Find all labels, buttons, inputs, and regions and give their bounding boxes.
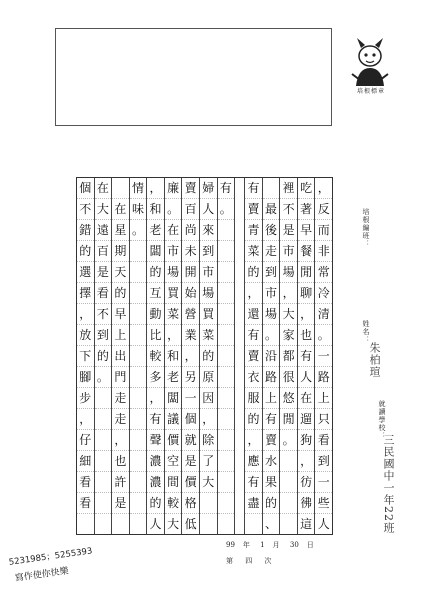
grid-cell: 而 [315,220,332,241]
grid-cell: 菜 [245,241,262,262]
grid-cell: 只 [315,409,332,430]
grid-cell: 了 [200,451,217,472]
grid-cell [245,514,262,534]
stamp-phone-numbers: 5231985；5255393 [8,546,94,568]
grid-cell: 沿 [263,346,280,367]
grid-cell: 是 [112,493,129,514]
grid-cell: 。 [95,367,112,388]
grid-cell: 味 [130,199,147,220]
grid-cell: ， [280,283,297,304]
grid-cell: 。 [165,199,182,220]
grid-cell: 早 [112,304,129,325]
grid-cell: 仔 [77,430,94,451]
grid-cell: 在 [165,220,182,241]
grid-cell [112,514,129,534]
grid-cell: 吃 [298,178,315,199]
grid-cell: 較 [165,493,182,514]
grid-cell: 有 [298,346,315,367]
grid-cell: 錯 [77,220,94,241]
grid-cell: 賣 [245,199,262,220]
grid-cell: 業 [182,325,199,346]
grid-cell: 。 [280,430,297,451]
grid-cell: 賣 [182,178,199,199]
school-name: 三民國中一年22班 [382,434,395,534]
grid-cell: 議 [165,409,182,430]
grid-cell: ， [112,430,129,451]
grid-cell: 青 [245,220,262,241]
grid-cell [218,409,235,430]
grid-cell: 闆 [165,388,182,409]
order-prefix: 第 [226,557,233,565]
grid-cell: 動 [147,304,164,325]
grid-cell: 的 [95,346,112,367]
grid-cell: 是 [182,451,199,472]
grid-cell: 大 [280,304,297,325]
grid-cell: 一 [182,388,199,409]
grid-cell: 到 [263,262,280,283]
grid-cell [130,472,147,493]
grid-cell: 在 [112,199,129,220]
grid-cell: 星 [112,220,129,241]
date-year: 99 [226,541,235,549]
grid-cell: 聲 [147,430,164,451]
grid-cell: 狗 [298,430,315,451]
grid-cell: 彿 [298,493,315,514]
grid-cell: 水 [263,451,280,472]
grid-cell: 的 [77,241,94,262]
grid-cell: 反 [315,199,332,220]
logo-caption: 培根標章 [356,88,385,95]
grid-cell: 的 [147,493,164,514]
grid-cell: 門 [112,367,129,388]
grid-cell: 也 [112,451,129,472]
grid-cell: ， [147,178,164,199]
stamp-slogan: 寫作使你快樂 [14,566,70,584]
grid-cell [130,304,147,325]
grid-cell: 開 [182,262,199,283]
grid-cell [130,346,147,367]
grid-cell: 不 [280,199,297,220]
grid-cell: 天 [112,262,129,283]
grid-cell: 服 [245,388,262,409]
grid-cell: 人 [149,517,162,531]
date-year-unit: 年 [242,541,250,549]
grid-column [94,178,112,534]
grid-cell: 濃 [147,472,164,493]
grid-cell [218,346,235,367]
grid-cell: 有 [147,409,164,430]
grid-cell: ， [298,304,315,325]
grid-cell: 人 [298,367,315,388]
grid-cell: 盡 [245,493,262,514]
grid-cell: 有 [218,178,235,199]
writing-grid [76,177,333,535]
grid-cell: 多 [147,367,164,388]
grid-cell [218,241,235,262]
grid-cell [280,451,297,472]
grid-cell: 大 [200,472,217,493]
order-strip [226,556,281,566]
date-day-unit: 日 [306,541,314,549]
grid-column [181,178,199,534]
grid-cell: 看 [95,283,112,304]
grid-cell: 人 [200,199,217,220]
grid-cell: ， [77,304,94,325]
grid-cell: 的 [245,409,262,430]
grid-cell: ， [147,388,164,409]
grid-cell: 聊 [298,283,315,304]
grid-cell: 果 [263,472,280,493]
grid-cell: ， [182,346,199,367]
grid-cell: 。 [218,199,235,220]
grid-cell: 場 [280,262,297,283]
grid-cell [218,451,235,472]
grid-cell: 除 [200,430,217,451]
grid-cell: 非 [315,241,332,262]
grid-cell: 。 [315,325,332,346]
grid-cell: 擇 [77,283,94,304]
grid-cell: 悠 [280,388,297,409]
grid-cell: 期 [112,241,129,262]
grid-cell: 在 [95,178,112,199]
grid-cell: 早 [298,220,315,241]
grid-cell: 買 [165,283,182,304]
grid-cell: 市 [165,241,182,262]
grid-cell: 路 [263,367,280,388]
grid-cell [263,178,280,199]
grid-cell: 步 [77,388,94,409]
grid-column [77,178,94,534]
date-day: 30 [289,541,299,549]
grid-cell: 裡 [280,178,297,199]
grid-cell: 菜 [200,325,217,346]
grid-cell: 有 [245,178,262,199]
grid-cell: 市 [263,283,280,304]
grid-cell: 不 [77,199,94,220]
school-label: 就讀學校： [378,400,386,440]
grid-cell: 還 [245,304,262,325]
grid-cell: 大 [167,517,180,531]
grid-cell [112,178,129,199]
grid-column [111,178,129,534]
grid-cell [218,304,235,325]
grid-cell: 遠 [95,220,112,241]
grid-cell [95,451,112,472]
grid-cell [95,493,112,514]
grid-cell [218,493,235,514]
grid-column [146,178,164,534]
date-month-unit: 月 [272,541,280,549]
grid-cell: ， [200,409,217,430]
grid-cell: 走 [112,388,129,409]
grid-cell: 走 [263,241,280,262]
grid-cell: 後 [263,220,280,241]
grid-cell [130,325,147,346]
grid-cell: 的 [263,493,280,514]
grid-cell: 這 [300,517,313,531]
grid-cell: 百 [95,241,112,262]
grid-column [297,178,315,534]
grid-cell: 冷 [315,283,332,304]
grid-cell: 彷 [298,472,315,493]
grid-cell: ， [245,430,262,451]
grid-cell: 情 [130,178,147,199]
grid-cell: 路 [315,367,332,388]
grid-cell [218,325,235,346]
grid-cell: 買 [200,304,217,325]
grid-cell: 衣 [245,367,262,388]
grid-cell: ， [298,451,315,472]
comment-box [55,28,332,126]
grid-cell: 到 [95,325,112,346]
grid-cell: ， [315,178,332,199]
grid-cell: 到 [200,241,217,262]
grid-cell: 在 [298,388,315,409]
grid-cell [130,367,147,388]
grid-cell: 空 [165,451,182,472]
grid-cell [95,409,112,430]
grid-cell: 看 [315,430,332,451]
grid-cell: 看 [77,493,94,514]
grid-cell: 最 [263,199,280,220]
grid-cell: 闆 [147,241,164,262]
grid-cell: 是 [95,262,112,283]
grid-column [244,178,262,534]
grid-cell: 因 [200,388,217,409]
grid-cell: 閒 [298,262,315,283]
grid-cell [218,472,235,493]
order-suffix: 次 [264,557,272,565]
order-value: 四 [245,557,253,565]
grid-cell: 是 [280,220,297,241]
grid-cell: ， [245,283,262,304]
grid-cell: 有 [245,325,262,346]
grid-cell: 價 [182,472,199,493]
grid-cell: 也 [298,325,315,346]
grid-cell: 場 [263,304,280,325]
grid-cell: 著 [298,199,315,220]
grid-column [199,178,217,534]
grid-cell [130,262,147,283]
grid-cell [218,367,235,388]
grid-column [262,178,280,534]
grid-cell: 另 [182,367,199,388]
grid-cell: 不 [95,304,112,325]
grid-cell [130,388,147,409]
grid-cell [218,388,235,409]
grid-cell: 的 [112,283,129,304]
grid-cell: 較 [147,346,164,367]
grid-cell: 、 [265,517,278,531]
grid-cell [130,241,147,262]
grid-cell: 上 [112,325,129,346]
grid-cell: 大 [95,199,112,220]
grid-cell: 個 [182,409,199,430]
grid-cell: 。 [263,325,280,346]
grid-cell: 人 [317,517,330,531]
grid-cell: 老 [147,220,164,241]
grid-cell: 市 [200,262,217,283]
class-label: 培根編班： [362,208,370,248]
grid-cell: 原 [200,367,217,388]
grid-cell: 家 [280,325,297,346]
grid-cell: 賣 [263,430,280,451]
grid-cell: 細 [77,451,94,472]
grid-cell: 清 [315,304,332,325]
grid-cell: 放 [77,325,94,346]
grid-cell [218,514,235,534]
grid-cell: 就 [182,430,199,451]
grid-cell: ， [165,325,182,346]
grid-cell: 的 [200,346,217,367]
grid-cell: 很 [280,367,297,388]
grid-cell: 的 [245,262,262,283]
grid-cell [130,430,147,451]
grid-cell: ， [77,409,94,430]
grid-cell: 腳 [77,367,94,388]
student-name: 朱柏瑄 [368,342,381,378]
grid-cell [130,283,147,304]
grid-column [129,178,147,534]
grid-cell [218,220,235,241]
grid-column [217,178,235,534]
grid-cell [280,493,297,514]
grid-cell [200,493,217,514]
grid-gutter [234,178,244,534]
date-strip [226,540,322,550]
grid-cell: 老 [165,367,182,388]
grid-cell [95,388,112,409]
grid-cell [95,472,112,493]
grid-cell: 場 [165,262,182,283]
grid-cell: 下 [77,346,94,367]
grid-cell [218,262,235,283]
grid-cell: 百 [182,199,199,220]
grid-column [164,178,182,534]
grid-cell: 遛 [298,409,315,430]
grid-cell [218,430,235,451]
grid-cell [280,472,297,493]
grid-cell: 個 [77,178,94,199]
grid-cell: 賣 [245,346,262,367]
grid-cell: 走 [112,409,129,430]
date-month: 1 [260,541,265,549]
mascot-logo-icon [344,34,396,88]
name-label: 姓名： [362,320,370,344]
grid-cell: 和 [165,346,182,367]
grid-cell: 價 [165,430,182,451]
grid-cell: 比 [147,325,164,346]
grid-cell: 廉 [165,178,182,199]
grid-cell: 一 [315,472,332,493]
grid-cell: 未 [182,241,199,262]
grid-cell: 和 [147,199,164,220]
grid-cell: 的 [147,262,164,283]
grid-cell: 互 [147,283,164,304]
grid-cell: 一 [315,346,332,367]
grid-cell: 出 [112,346,129,367]
grid-cell [77,514,94,534]
grid-cell: 應 [245,451,262,472]
grid-cell: 常 [315,262,332,283]
grid-cell: 閒 [280,409,297,430]
grid-cell: 營 [182,304,199,325]
grid-cell: 始 [182,283,199,304]
grid-cell: 有 [263,409,280,430]
grid-cell: 上 [315,388,332,409]
grid-cell: 濃 [147,451,164,472]
grid-cell [95,430,112,451]
grid-cell: 婦 [200,178,217,199]
grid-cell: 有 [245,472,262,493]
grid-column [314,178,332,534]
grid-cell: 尚 [182,220,199,241]
grid-cell: 格 [182,493,199,514]
grid-cell [280,514,297,534]
grid-cell [130,451,147,472]
grid-cell: 到 [315,451,332,472]
grid-cell [200,514,217,534]
grid-cell: 許 [112,472,129,493]
grid-cell: 市 [280,241,297,262]
grid-cell: 低 [184,517,197,531]
grid-cell: 來 [200,220,217,241]
grid-cell [218,283,235,304]
grid-cell [95,514,112,534]
grid-cell: 都 [280,346,297,367]
grid-cell: 。 [130,220,147,241]
grid-cell: 餐 [298,241,315,262]
grid-cell [130,409,147,430]
grid-cell: 場 [200,283,217,304]
grid-column [279,178,297,534]
grid-cell: 間 [165,472,182,493]
grid-cell: 菜 [165,304,182,325]
grid-cell: 些 [315,493,332,514]
grid-cell: 看 [77,472,94,493]
grid-cell [130,493,147,514]
grid-cell: 上 [263,388,280,409]
grid-cell: 選 [77,262,94,283]
grid-cell [130,514,147,534]
